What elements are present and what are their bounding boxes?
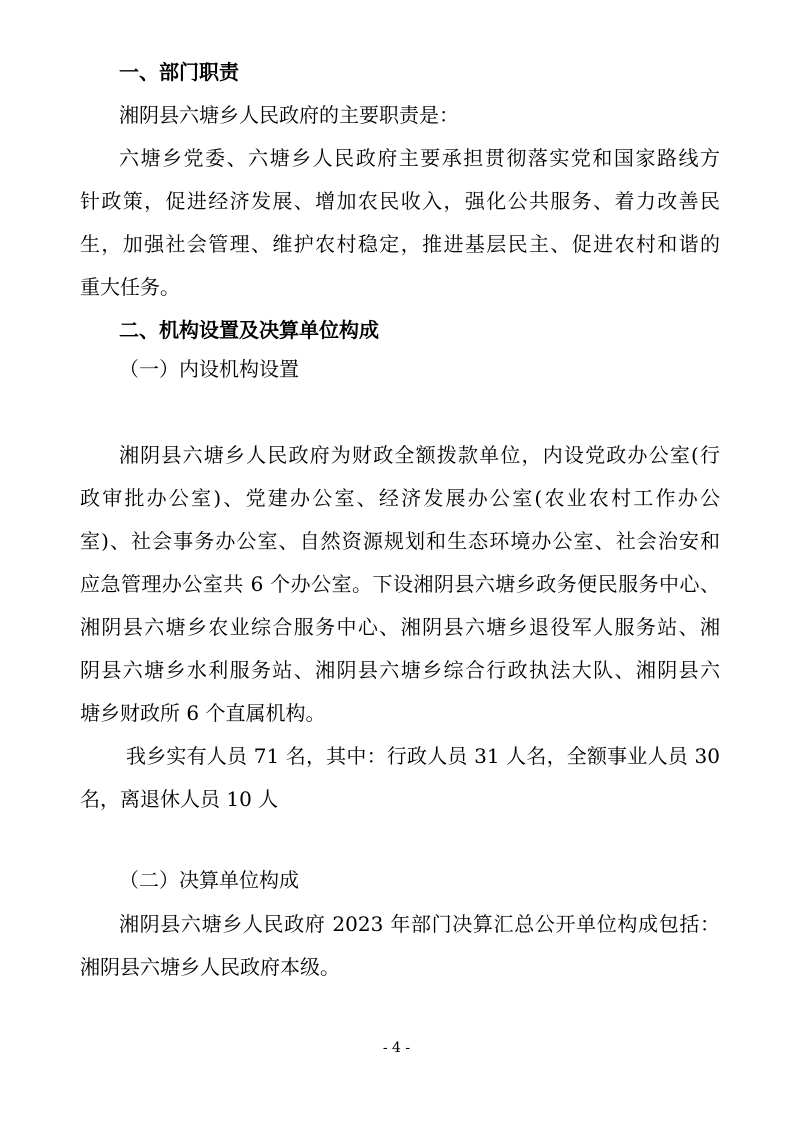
section-1-body-line-1: 六塘乡党委、六塘乡人民政府主要承担贯彻落实党和国家路线方 <box>119 146 720 170</box>
section-1-body-line-3: 生，加强社会管理、维护农村稳定，推进基层民主、促进农村和谐的 <box>80 232 720 256</box>
page-number: - 4 - <box>382 1040 411 1056</box>
subsection-1-body-line-7: 塘乡财政所 6 个直属机构。 <box>80 701 326 725</box>
subsection-1-heading: （一）内设机构设置 <box>119 357 299 381</box>
section-1-heading: 一、部门职责 <box>119 60 239 84</box>
subsection-1-body-line-1: 湘阴县六塘乡人民政府为财政全额拨款单位，内设党政办公室(行 <box>119 443 720 467</box>
subsection-1-body-line-5: 湘阴县六塘乡农业综合服务中心、湘阴县六塘乡退役军人服务站、湘 <box>80 615 720 639</box>
subsection-1-body-line-3: 室)、社会事务办公室、自然资源规划和生态环境办公室、社会治安和 <box>80 529 720 553</box>
section-1-body-line-2: 针政策，促进经济发展、增加农民收入，强化公共服务、着力改善民 <box>80 189 720 213</box>
subsection-1-body-line-4: 应急管理办公室共 6 个办公室。下设湘阴县六塘乡政务便民服务中心、 <box>80 572 720 596</box>
subsection-2-heading: （二）决算单位构成 <box>119 868 299 892</box>
section-1-body-line-4: 重大任务。 <box>80 275 180 299</box>
staff-count-line-1: 我乡实有人员 71 名，其中：行政人员 31 人名，全额事业人员 30 <box>126 744 720 768</box>
staff-count-line-2: 名，离退休人员 10 人 <box>80 787 279 811</box>
section-1-intro: 湘阴县六塘乡人民政府的主要职责是： <box>119 103 459 127</box>
subsection-1-body-line-2: 政审批办公室)、党建办公室、经济发展办公室(农业农村工作办公 <box>80 486 720 510</box>
section-2-heading: 二、机构设置及决算单位构成 <box>119 318 379 342</box>
subsection-1-body-line-6: 阴县六塘乡水利服务站、湘阴县六塘乡综合行政执法大队、湘阴县六 <box>80 658 720 682</box>
subsection-2-body-line-2: 湘阴县六塘乡人民政府本级。 <box>80 955 340 979</box>
subsection-2-body-line-1: 湘阴县六塘乡人民政府 2023 年部门决算汇总公开单位构成包括： <box>119 912 720 936</box>
